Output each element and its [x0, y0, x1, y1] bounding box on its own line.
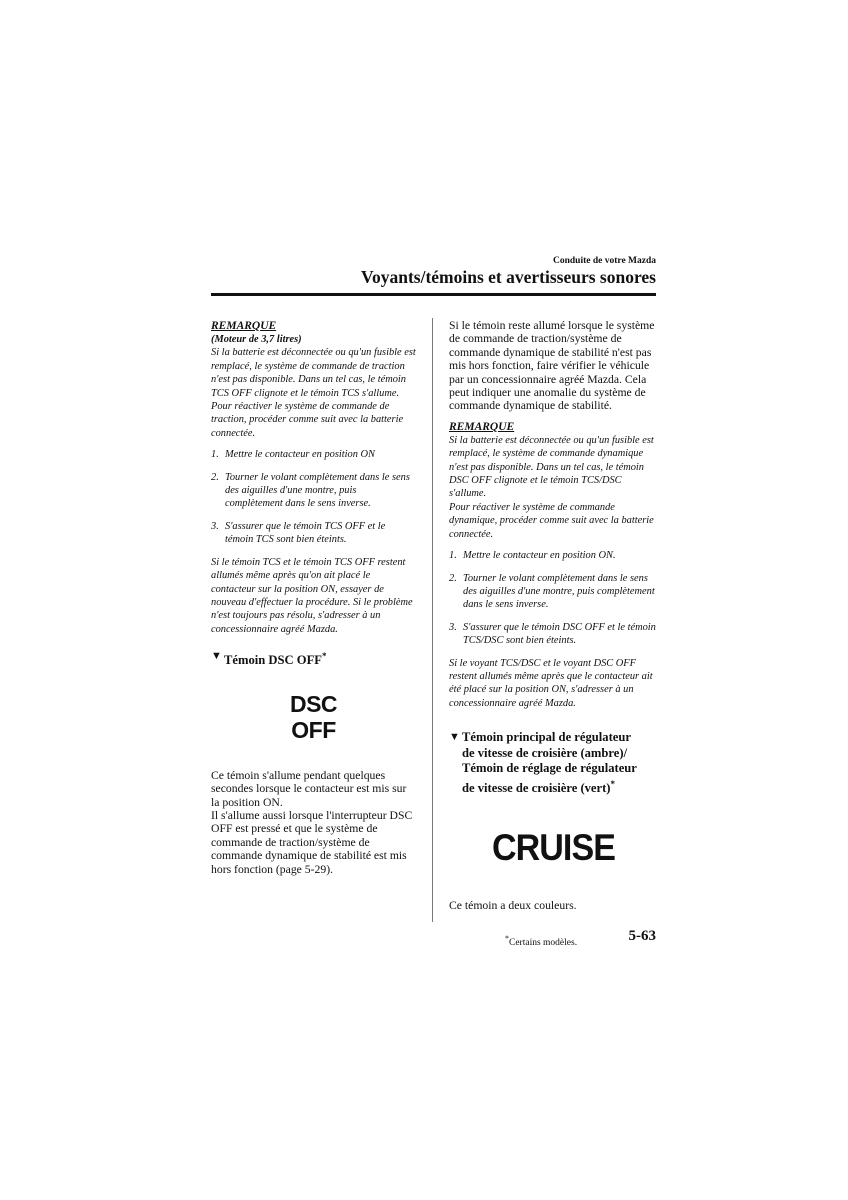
- remark-title: REMARQUE: [449, 420, 515, 433]
- remark-title: REMARQUE: [211, 320, 277, 332]
- footnote: *Certains modèles.: [505, 934, 578, 949]
- body-text: Ce témoin s'allume pendant quelques secondes lorsque le contacteur est mis sur la position ON.: [211, 768, 407, 809]
- remark-subtitle: (Moteur de 3,7 litres): [211, 334, 302, 345]
- step-item: 1. Mettre le contacteur en position ON.: [449, 550, 616, 562]
- triangle-down-icon: ▼: [449, 731, 460, 744]
- step-item: 1. Mettre le contacteur en position ON: [211, 449, 375, 461]
- procedure-steps: [211, 448, 416, 546]
- cruise-indicator: CRUISE: [491, 827, 616, 869]
- body-text: Si le témoin reste allumé lorsque le système de commande de traction/système de commande dynamique de stabilité n'est pas mis hors fonction, faire vérifier le véhicule par un concessionnaire agréé Mazda. Cela peut indiquer une anomalie du système de commande dynamique de stabilité.: [449, 319, 655, 413]
- dsc-off-indicator: [211, 691, 416, 743]
- procedure-steps: [449, 549, 658, 647]
- left-column: [211, 319, 416, 876]
- remark-text: Si le voyant TCS/DSC et le voyant DSC OFF restent allumés même après que le contacteur ait été placé sur la position ON, s'adresser à un concessionnaire agréé Mazda.: [449, 657, 653, 709]
- step-item: 2. Tourner le volant complètement dans le sens des aiguilles d'une montre, puis complètement dans le sens inverse.: [449, 572, 655, 611]
- remark-text: Pour réactiver le système de commande dynamique, procéder comme suit avec la batterie connectée.: [449, 501, 654, 540]
- indicator-label: OFF: [291, 716, 336, 743]
- remark-text: Si la batterie est déconnectée ou qu'un fusible est remplacé, le système de commande de traction n'est pas disponible. Dans un tel cas, le témoin TCS OFF clignote et le témoin TCS s'allume. Pour réactiver le système de commande de traction, procéder comme suit avec la batterie connectée.: [211, 347, 416, 439]
- remark-text: Si le témoin TCS et le témoin TCS OFF restent allumés même après qu'on ait placé le contacteur sur la position ON, essayer de nouveau d'effectuer la procédure. Si le problème n'est toujours pas résolu, s'adresser à un concessionnaire agréé Mazda.: [211, 556, 413, 635]
- page-number: 5-63: [628, 928, 656, 944]
- running-head: Conduite de votre Mazda: [553, 256, 656, 266]
- section-heading-dsc-off: ▼ Témoin DSC OFF*: [211, 650, 327, 668]
- title-rule: [211, 293, 656, 296]
- body-text: Il s'allume aussi lorsque l'interrupteur DSC OFF est pressé et que le système de commande de traction/système de commande dynamique de stabilité est mis hors fonction (page 5-29).: [211, 809, 413, 876]
- body-text: Ce témoin a deux couleurs.: [449, 899, 577, 913]
- section-heading-cruise: ▼ Témoin principal de régulateur de vitesse de croisière (ambre)/ Témoin de réglage de régulateur de vitesse de croisière (vert)*: [449, 730, 637, 795]
- column-divider: [432, 318, 433, 922]
- indicator-label: DSC: [289, 690, 338, 717]
- remark-text: Si la batterie est déconnectée ou qu'un fusible est remplacé, le système de commande dynamique n'est pas disponible. Dans un tel cas, le témoin DSC OFF clignote et le témoin TCS/DSC s'allume.: [449, 434, 654, 500]
- step-item: 3. S'assurer que le témoin TCS OFF et le témoin TCS sont bien éteints.: [211, 520, 386, 546]
- step-item: 3. S'assurer que le témoin DSC OFF et le témoin TCS/DSC sont bien éteints.: [449, 621, 656, 647]
- page-title: Voyants/témoins et avertisseurs sonores: [360, 267, 656, 287]
- triangle-down-icon: ▼: [211, 650, 222, 663]
- right-column: [449, 319, 658, 913]
- step-item: 2. Tourner le volant complètement dans le sens des aiguilles d'une montre, puis complètement dans le sens inverse.: [211, 471, 410, 510]
